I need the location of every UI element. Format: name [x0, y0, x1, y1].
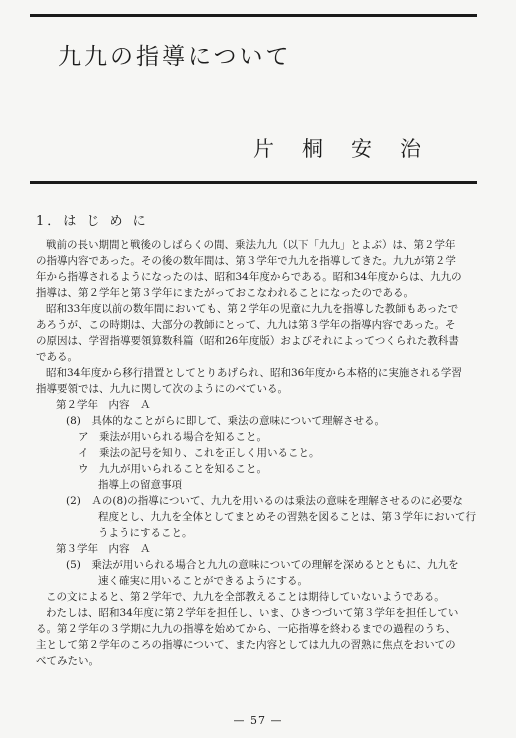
text-line: ア 乗法が用いられる場合を知ること。 — [78, 431, 267, 443]
top-rule — [30, 14, 477, 17]
text-line: 指導は、第２学年と第３学年にまたがっておこなわれることになったのである。 — [36, 287, 414, 299]
text-line: 昭和34年度から移行措置としてとりあげられ、昭和36年度から本格的に実施される学習 — [46, 367, 462, 379]
text-line: (2) Ａの(8)の指導について、九九を用いるのは乗法の意味を理解させるのに必要な — [66, 495, 463, 507]
text-line: べてみたい。 — [36, 655, 99, 667]
text-line: 第３学年 内容 Ａ — [56, 543, 151, 555]
header-rule — [30, 181, 477, 184]
text-line: 年から指導されるようになったのは、昭和34年度からである。昭和34年度からは、九九の — [36, 271, 462, 283]
text-line: 第２学年 内容 Ａ — [56, 399, 151, 411]
text-line: の原因は、学習指導要領算数科篇（昭和26年度版）およびそれによってつくられた教科書 — [36, 335, 459, 347]
text-line: 主として第２学年のころの指導について、また内容としては九九の習熟に焦点をおいての — [36, 639, 456, 651]
section-heading: 1．は じ め に — [36, 214, 149, 229]
text-line: (5) 乗法が用いられる場合と九九の意味についての理解を深めるとともに、九九を — [66, 559, 459, 571]
text-line: 戦前の長い期間と戦後のしばらくの間、乗法九九（以下「九九」とよぶ）は、第２学年 — [46, 239, 456, 251]
text-line: 指導上の留意事項 — [98, 479, 182, 491]
text-line: 昭和33年度以前の数年間においても、第２学年の児童に九九を指導した教師もあったで — [46, 303, 459, 315]
text-line: 程度とし、九九を全体としてまとめその習熟を図ることは、第３学年において行 — [98, 511, 476, 523]
text-line: イ 乗法の記号を知り、これを正しく用いること。 — [78, 447, 320, 459]
article-title: 九九の指導について — [58, 44, 292, 70]
author-name: 片桐安治 — [253, 137, 449, 161]
page-number: — 57 — — [233, 714, 283, 727]
text-line: わたしは、昭和34年度に第２学年を担任し、いま、ひきつづいて第３学年を担任してい — [46, 607, 459, 619]
text-line: である。 — [36, 351, 78, 363]
text-line: の指導内容であった。その後の数年間は、第３学年で九九を指導してきた。九九が第２学 — [36, 255, 456, 267]
text-line: る。第２学年の３学期に九九の指導を始めてから、一応指導を終わるまでの過程のうち、 — [36, 623, 456, 635]
text-line: この文によると、第２学年で、九九を全部教えることは期待していないようである。 — [46, 591, 445, 603]
text-line: 指導要領では、九九に関して次のようにのべている。 — [36, 383, 288, 395]
text-line: 速く確実に用いることができるようにする。 — [98, 575, 308, 587]
text-line: うようにすること。 — [98, 527, 193, 539]
text-line: ウ 九九が用いられることを知ること。 — [78, 463, 267, 475]
text-line: (8) 具体的なことがらに即して、乗法の意味について理解させる。 — [66, 415, 385, 427]
text-line: あろうが、この時期は、大部分の教師にとって、九九は第３学年の指導内容であった。そ — [36, 319, 456, 331]
